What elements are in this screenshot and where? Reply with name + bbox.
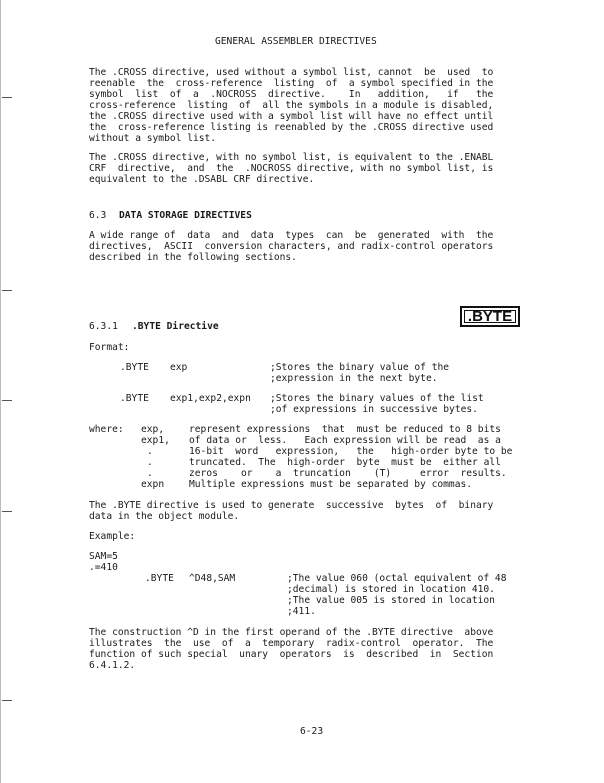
byte-tab-label bbox=[460, 306, 520, 327]
text-line: The .CROSS directive, with no symbol list, is equivalent to the .ENABL bbox=[89, 152, 494, 163]
margin-mark bbox=[2, 700, 12, 701]
subsection-number: 6.3.1 bbox=[89, 321, 118, 332]
code-comment: ;The value 005 is stored in location bbox=[287, 595, 495, 606]
tab-inner-border bbox=[464, 310, 516, 323]
text-line: CRF directive, and the .NOCROSS directive, with no symbol list, is bbox=[89, 163, 494, 174]
where-term: exp, bbox=[141, 424, 165, 435]
text-line: The .CROSS directive, used without a symbol list, cannot be used to bbox=[89, 67, 494, 78]
where-desc: zeros or a truncation (T) error results. bbox=[189, 468, 507, 479]
format-comment: ;of expressions in successive bytes. bbox=[270, 404, 478, 415]
code-op: .BYTE bbox=[145, 573, 174, 584]
text-line: 6.4.1.2. bbox=[89, 660, 136, 671]
margin-mark bbox=[2, 97, 12, 98]
text-line: described in the following sections. bbox=[89, 252, 297, 263]
where-desc: truncated. The high-order byte must be either all bbox=[189, 457, 501, 468]
text-line: A wide range of data and data types can be generated with the bbox=[89, 230, 494, 241]
text-line: the cross-reference listing is reenabled by the .CROSS directive used bbox=[89, 122, 494, 133]
format-op: .BYTE bbox=[120, 362, 149, 373]
format-arg: exp1,exp2,expn bbox=[170, 393, 251, 404]
where-desc: 16-bit word expression, the high-order byte to be bbox=[189, 446, 513, 457]
code-line: .=410 bbox=[89, 562, 118, 573]
where-desc: represent expressions that must be reduced to 8 bits bbox=[189, 424, 501, 435]
code-line: SAM=5 bbox=[89, 551, 118, 562]
example-label: Example: bbox=[89, 531, 136, 542]
text-line: equivalent to the .DSABL CRF directive. bbox=[89, 174, 315, 185]
code-comment: ;411. bbox=[287, 606, 316, 617]
margin-mark bbox=[2, 511, 12, 512]
text-line: symbol list of a .NOCROSS directive. In addition, if the bbox=[89, 89, 494, 100]
where-label: where: bbox=[89, 424, 124, 435]
section-title: DATA STORAGE DIRECTIVES bbox=[119, 210, 252, 221]
format-op: .BYTE bbox=[120, 393, 149, 404]
where-term: . bbox=[147, 446, 153, 457]
where-desc: of data or less. Each expression will be read as a bbox=[189, 435, 501, 446]
text-line: cross-reference listing of all the symbols in a module is disabled, bbox=[89, 100, 494, 111]
text-line: The .BYTE directive is used to generate successive bytes of binary bbox=[89, 500, 494, 511]
margin-mark bbox=[2, 290, 12, 291]
code-comment: ;The value 060 (octal equivalent of 48 bbox=[287, 573, 507, 584]
code-comment: ;decimal) is stored in location 410. bbox=[287, 584, 495, 595]
format-label: Format: bbox=[89, 342, 130, 353]
format-comment: ;expression in the next byte. bbox=[270, 373, 438, 384]
subsection-title: .BYTE Directive bbox=[132, 321, 219, 332]
text-line: reenable the cross-reference listing of a symbol specified in the bbox=[89, 78, 494, 89]
page-edge bbox=[0, 0, 1, 783]
code-arg: ^D48,SAM bbox=[189, 573, 236, 584]
text-line: data in the object module. bbox=[89, 511, 240, 522]
text-line: the .CROSS directive used with a symbol list will have no effect until bbox=[89, 111, 494, 122]
where-term: . bbox=[147, 457, 153, 468]
format-comment: ;Stores the binary value of the bbox=[270, 362, 450, 373]
where-term: . bbox=[147, 468, 153, 479]
format-arg: exp bbox=[170, 362, 188, 373]
text-line: function of such special unary operators is described in Section bbox=[89, 649, 494, 660]
format-comment: ;Stores the binary values of the list bbox=[270, 393, 484, 404]
section-number: 6.3 bbox=[89, 210, 107, 221]
text-line: illustrates the use of a temporary radix-control operator. The bbox=[89, 638, 494, 649]
margin-mark bbox=[2, 400, 12, 401]
tab-label-text: .BYTE bbox=[467, 308, 513, 325]
page-number: 6-23 bbox=[300, 726, 324, 737]
text-line: directives, ASCII conversion characters, and radix-control operators bbox=[89, 241, 494, 252]
where-desc: Multiple expressions must be separated by commas. bbox=[189, 479, 473, 490]
text-line: The construction ^D in the first operand of the .BYTE directive above bbox=[89, 627, 494, 638]
page-header-title: GENERAL ASSEMBLER DIRECTIVES bbox=[215, 36, 377, 47]
text-line: without a symbol list. bbox=[89, 133, 217, 144]
where-term: exp1, bbox=[141, 435, 170, 446]
where-term: expn bbox=[141, 479, 165, 490]
